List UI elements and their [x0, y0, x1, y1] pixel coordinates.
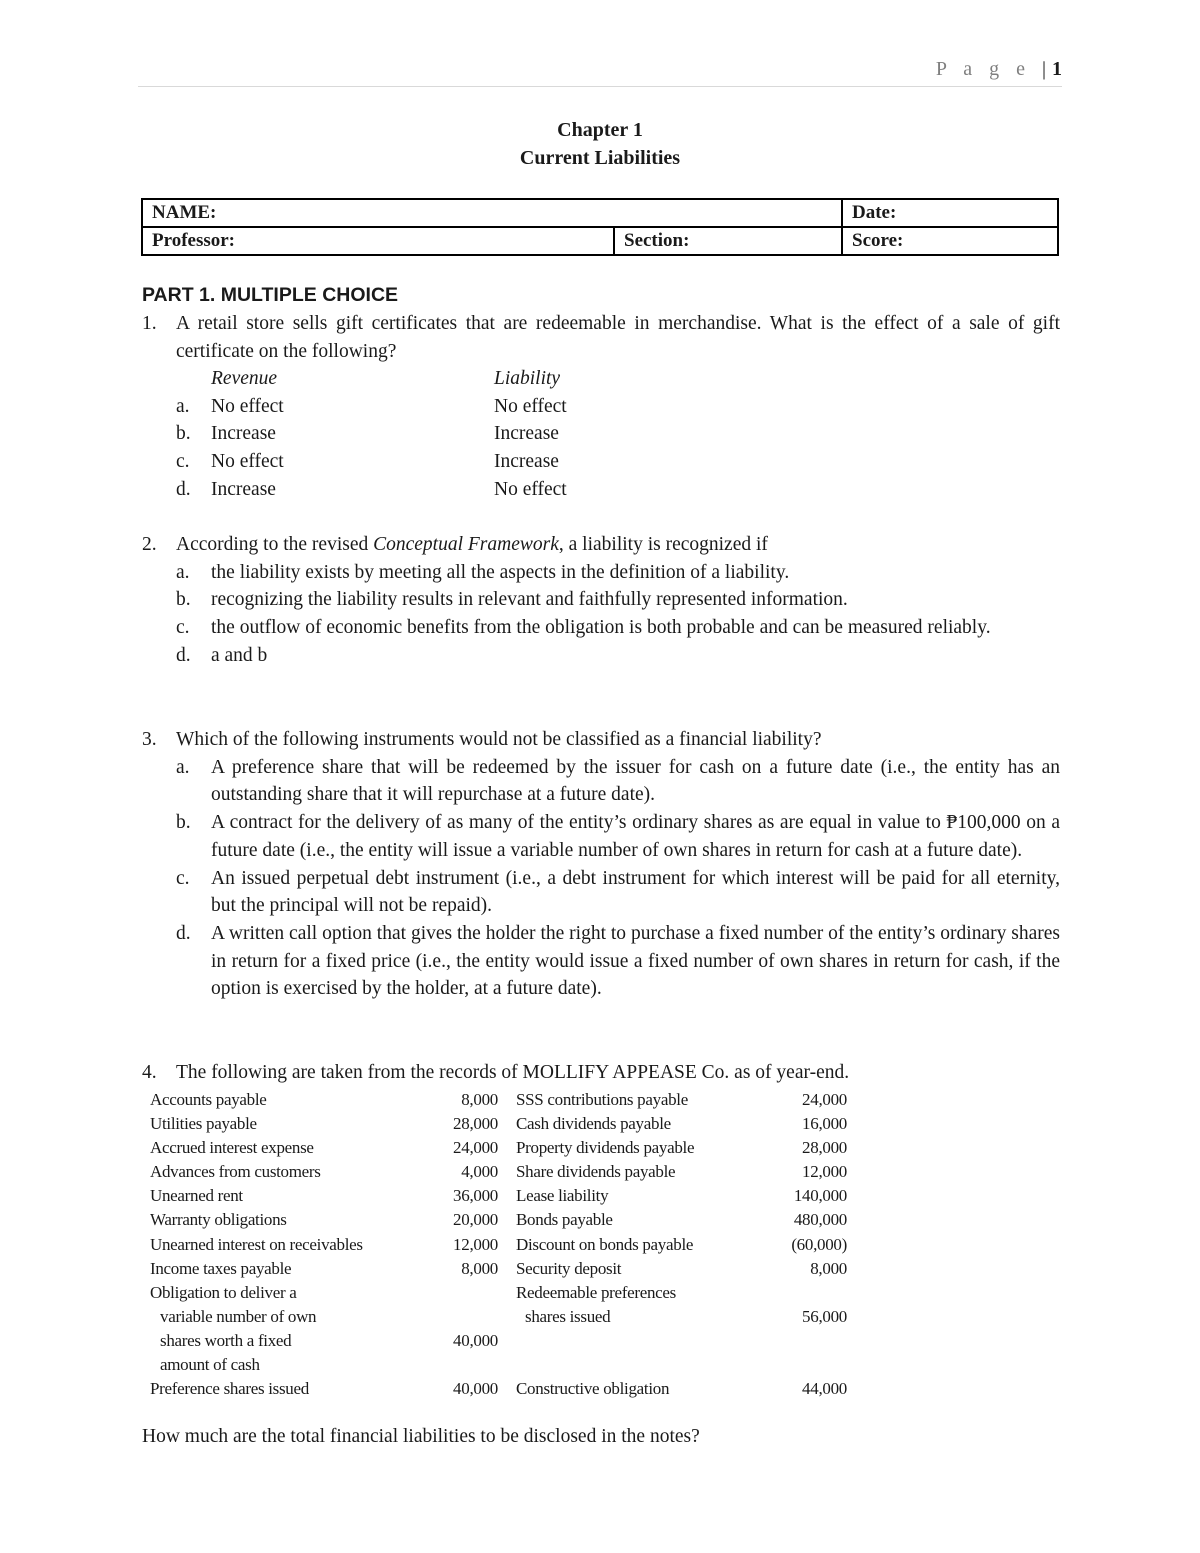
table-row [146, 1329, 847, 1353]
option-revenue[interactable]: Increase [211, 423, 276, 444]
item-amount: 12,000 [453, 1234, 498, 1254]
question-number: 3. [142, 729, 157, 750]
page-word: P a g e [935, 58, 1031, 80]
question-stem: A retail store sells gift certificates that are redeemable in merchandise. What is the effect of a sale of gift certificate on the following? [176, 313, 1060, 362]
name-field[interactable]: NAME: [142, 199, 842, 227]
page-number [936, 58, 1062, 81]
table-row [146, 1112, 847, 1136]
item-amount: 40,000 [453, 1379, 498, 1399]
stem-text: According to the revised [176, 534, 374, 555]
option-letter: d. [176, 922, 191, 944]
option-c[interactable] [176, 614, 1060, 642]
option-letter: c. [176, 867, 190, 889]
option-letter: d. [176, 644, 191, 666]
option-text: A preference share that will be redeemed by the issuer for cash on a future date (i.e., the entity has an outstanding share that it will repurchase at a future date). [211, 756, 1060, 806]
option-letter: b. [176, 812, 191, 834]
table-row [146, 1377, 847, 1401]
option-letter: b. [176, 589, 191, 611]
item-label: Discount on bonds payable [516, 1234, 694, 1254]
item-amount: 16,000 [802, 1114, 847, 1134]
option-text: the outflow of economic benefits from the obligation is both probable and can be measured reliably. [211, 617, 991, 639]
item-label: Obligation to deliver a [150, 1282, 297, 1302]
column-header-liability: Liability [494, 368, 561, 389]
option-b[interactable] [176, 586, 1060, 614]
question-2 [142, 531, 1060, 670]
item-label: Advances from customers [150, 1162, 321, 1182]
question-number: 2. [142, 534, 157, 555]
item-amount: 28,000 [802, 1138, 847, 1158]
item-amount: 28,000 [453, 1114, 498, 1134]
question-1 [142, 310, 1060, 365]
chapter-title: Chapter 1 [557, 119, 643, 141]
option-liability: No effect [494, 479, 567, 500]
item-label: shares worth a fixed [160, 1330, 292, 1350]
table-row [146, 1257, 847, 1281]
question-number: 4. [142, 1062, 157, 1083]
item-amount: 4,000 [461, 1162, 498, 1182]
item-amount: 8,000 [461, 1090, 498, 1109]
option-text: A written call option that gives the holder the right to purchase a fixed number of the entity’s ordinary shares in return for a fixed price (i.e., the entity would issue a fixed number of own shares in return for cash, if the option is exercised by the holder, at a future date). [211, 922, 1060, 1000]
option-letter: a. [176, 396, 190, 417]
part-heading: PART 1. MULTIPLE CHOICE [142, 284, 399, 306]
item-label: Redeemable preferences [516, 1282, 676, 1302]
option-a[interactable] [176, 559, 1060, 587]
option-text: An issued perpetual debt instrument (i.e., a debt instrument for which interest will be paid for all eternity, but the principal will not be repaid). [211, 867, 1060, 917]
option-revenue[interactable]: No effect [211, 396, 284, 417]
column-header-revenue: Revenue [211, 368, 278, 389]
item-label: Income taxes payable [150, 1258, 292, 1278]
item-label: Preference shares issued [150, 1379, 309, 1399]
item-label: Accrued interest expense [150, 1138, 314, 1158]
stem-emphasis: Conceptual Framework [373, 534, 559, 555]
item-amount: (60,000) [791, 1234, 847, 1254]
stem-text: , a liability is recognized if [558, 534, 768, 555]
item-label: Security deposit [516, 1258, 622, 1278]
table-row [146, 1184, 847, 1208]
option-letter: c. [176, 451, 190, 472]
item-amount: 24,000 [802, 1090, 847, 1109]
question-number: 1. [142, 313, 157, 334]
item-amount: 44,000 [802, 1379, 847, 1399]
option-d[interactable] [176, 920, 1060, 1003]
page-number-value: 1 [1052, 58, 1062, 80]
student-info-table [141, 198, 1059, 256]
item-label: Accounts payable [150, 1090, 267, 1109]
question-4-prompt: How much are the total financial liabilities to be disclosed in the notes? [142, 1426, 700, 1447]
option-revenue[interactable]: Increase [211, 479, 276, 500]
option-text: the liability exists by meeting all the aspects in the definition of a liability. [211, 561, 790, 583]
option-letter: d. [176, 479, 191, 500]
question-stem [176, 531, 1060, 559]
option-c[interactable] [176, 865, 1060, 920]
item-amount: 8,000 [810, 1258, 847, 1278]
item-amount: 12,000 [802, 1162, 847, 1182]
page-header [138, 58, 1062, 87]
item-label: variable number of own [160, 1306, 317, 1326]
table-row [146, 1353, 847, 1377]
section-field[interactable]: Section: [614, 227, 842, 255]
table-row [146, 1281, 847, 1305]
option-letter: a. [176, 561, 190, 583]
score-field[interactable]: Score: [842, 227, 1058, 255]
professor-field[interactable]: Professor: [142, 227, 614, 255]
question-4 [142, 1059, 1060, 1087]
option-liability: No effect [494, 396, 567, 417]
item-amount: 36,000 [453, 1186, 498, 1206]
item-label: Warranty obligations [150, 1210, 287, 1230]
table-row [146, 1208, 847, 1232]
records-table [146, 1088, 847, 1401]
document-title [0, 116, 1200, 172]
option-d[interactable] [176, 642, 1060, 670]
item-label: shares issued [525, 1306, 611, 1326]
item-amount: 8,000 [461, 1258, 498, 1278]
item-label: Constructive obligation [516, 1379, 670, 1399]
item-label: Unearned interest on receivables [150, 1234, 363, 1254]
option-text: a and b [211, 644, 268, 666]
question-stem: Which of the following instruments would not be classified as a financial liability? [176, 729, 822, 750]
option-letter: a. [176, 756, 190, 778]
option-letter: b. [176, 423, 191, 444]
table-row [146, 1305, 847, 1329]
table-row [146, 1233, 847, 1257]
item-label: Cash dividends payable [516, 1114, 671, 1134]
item-label: Property dividends payable [516, 1138, 695, 1158]
question-stem: The following are taken from the records of MOLLIFY APPEASE Co. as of year-end. [176, 1062, 850, 1083]
option-liability: Increase [494, 451, 559, 472]
table-row [146, 1136, 847, 1160]
item-amount: 480,000 [793, 1210, 847, 1230]
option-b[interactable] [176, 809, 1060, 864]
page-separator: | [1041, 58, 1046, 80]
subject-title: Current Liabilities [519, 147, 681, 169]
option-letter: c. [176, 617, 190, 639]
item-label: amount of cash [160, 1355, 260, 1375]
item-amount: 140,000 [793, 1186, 847, 1206]
question-3 [142, 726, 1060, 1003]
item-label: Share dividends payable [516, 1162, 676, 1182]
item-label: Lease liability [516, 1186, 609, 1206]
item-amount: 20,000 [453, 1210, 498, 1230]
item-label: Unearned rent [150, 1186, 243, 1206]
option-text: A contract for the delivery of as many of the entity’s ordinary shares as are equal in value to ₱100,000 on a future date (i.e., the entity will issue a variable number of own shares in return for cash at a future date). [211, 812, 1060, 861]
table-row [146, 1160, 847, 1184]
option-revenue[interactable]: No effect [211, 451, 284, 472]
item-amount: 40,000 [453, 1330, 498, 1350]
option-liability: Increase [494, 423, 559, 444]
item-label: Bonds payable [516, 1210, 613, 1230]
item-amount: 24,000 [453, 1138, 498, 1158]
table-row [146, 1088, 847, 1112]
item-label: Utilities payable [150, 1114, 257, 1134]
item-label: SSS contributions payable [516, 1090, 688, 1109]
option-a[interactable] [176, 754, 1060, 809]
date-field[interactable]: Date: [842, 199, 1058, 227]
item-amount: 56,000 [802, 1306, 847, 1326]
option-text: recognizing the liability results in relevant and faithfully represented information. [211, 589, 848, 611]
